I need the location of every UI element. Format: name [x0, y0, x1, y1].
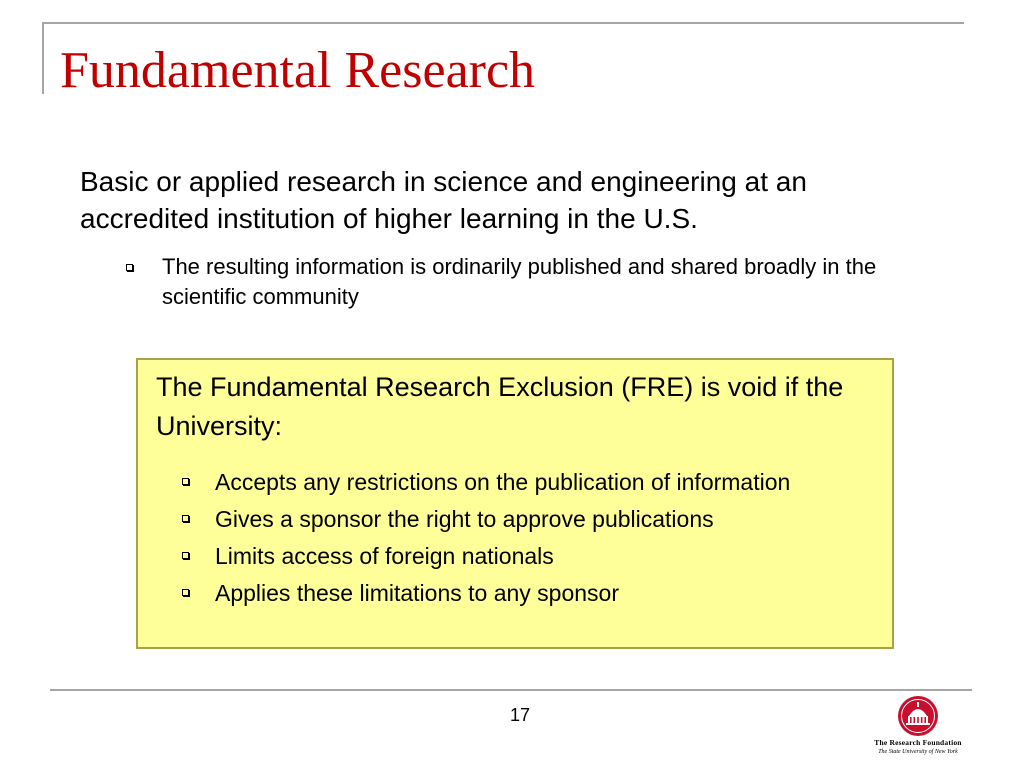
logo-name: The Research Foundation — [874, 738, 962, 747]
research-foundation-logo — [866, 694, 970, 764]
callout-list — [182, 468, 842, 616]
square-bullet-icon — [182, 515, 189, 522]
callout-list-item — [182, 579, 842, 608]
title-frame-left-line — [42, 22, 44, 94]
slide-title: Fundamental Research — [60, 42, 536, 99]
body-paragraph: Basic or applied research in science and engineering at an accredited institution of higher learning in the U.S. — [80, 166, 807, 234]
callout-item-text: Accepts any restrictions on the publication of information — [215, 469, 791, 495]
square-bullet-icon — [126, 264, 133, 271]
title-frame-top-line — [42, 22, 964, 24]
sub-bullet — [126, 252, 926, 312]
callout-item-text: Applies these limitations to any sponsor — [215, 580, 619, 606]
callout-item-text: Limits access of foreign nationals — [215, 543, 554, 569]
dome-seal-icon — [894, 694, 942, 738]
fre-callout-box — [136, 358, 894, 649]
page-number: 17 — [509, 705, 531, 725]
sub-bullet-text: The resulting information is ordinarily published and shared broadly in the scientific community — [162, 254, 877, 309]
callout-list-item — [182, 505, 842, 534]
callout-list-item — [182, 542, 842, 571]
square-bullet-icon — [182, 552, 189, 559]
callout-item-text: Gives a sponsor the right to approve publications — [215, 506, 714, 532]
callout-list-item — [182, 468, 842, 497]
logo-tagline: The State University of New York — [878, 749, 958, 755]
square-bullet-icon — [182, 589, 189, 596]
footer-rule-line — [50, 689, 972, 691]
square-bullet-icon — [182, 478, 189, 485]
callout-heading: The Fundamental Research Exclusion (FRE) is void if the University: — [156, 372, 844, 441]
